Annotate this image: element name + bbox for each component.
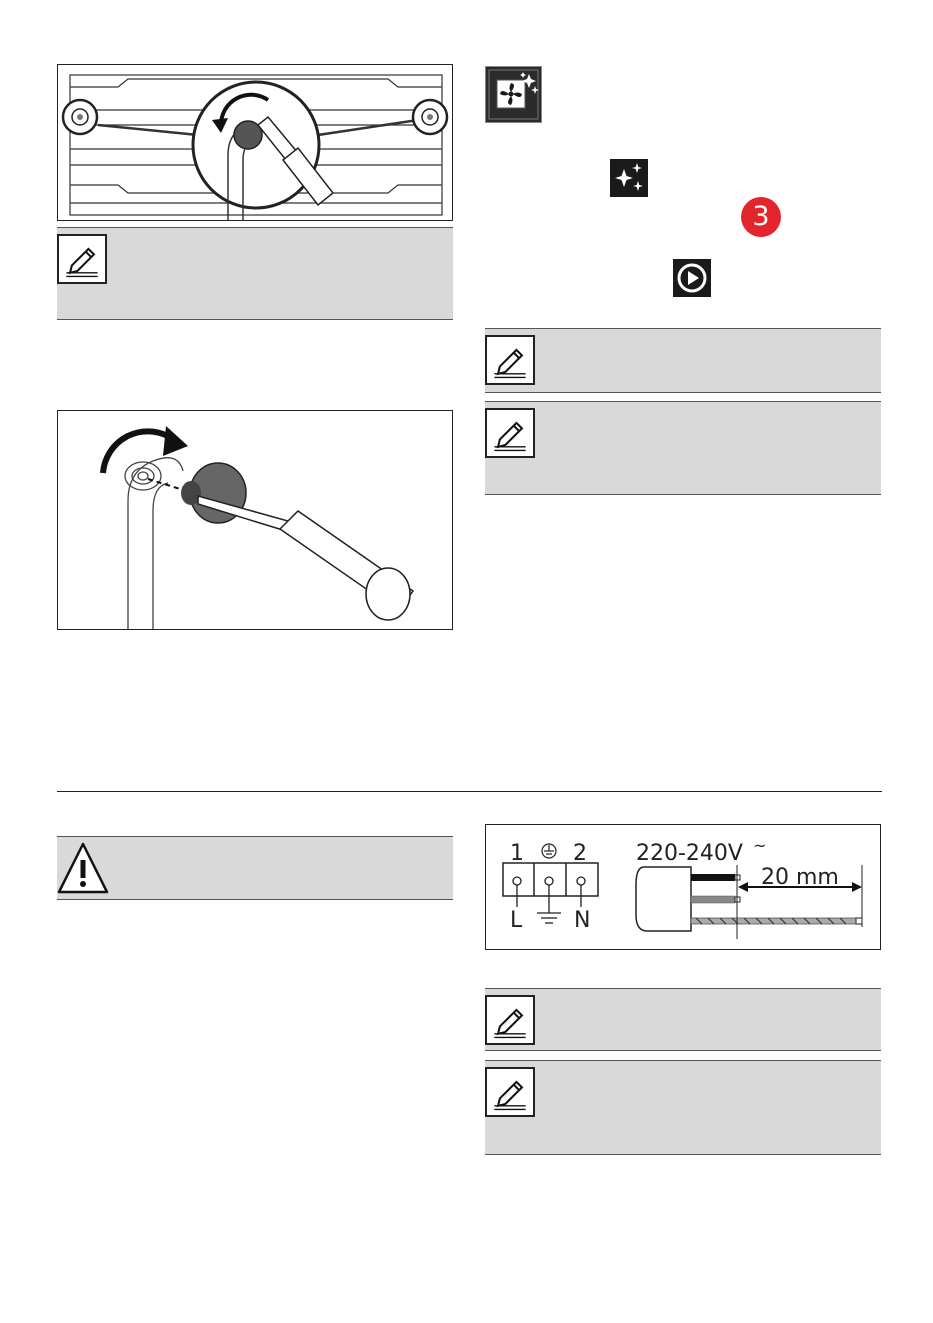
pencil-note-icon [485,408,535,458]
fan-with-sparkles-icon [485,66,542,123]
cable-sheath [636,867,691,931]
wire-neutral [691,896,735,903]
wiring-diagram [485,824,881,950]
ground-symbol-bottom [537,913,561,923]
pencil-note-icon [485,335,535,385]
play-icon [673,259,711,297]
screwdriver-illustration [57,410,453,630]
cable-length-label: 20 mm [761,865,839,890]
warning-box [57,836,453,900]
terminal-1-label: 1 [510,841,524,866]
terminal-2-label: 2 [573,841,587,866]
section-divider [57,791,882,792]
rack-removal-illustration [57,64,453,221]
pencil-note-icon [485,1067,535,1117]
note-box [57,227,453,320]
voltage-suffix: ~ [753,836,767,855]
voltage-label: 220-240V [636,841,743,866]
note-box [485,988,881,1051]
warning-triangle-icon [57,840,109,896]
note-box [485,1060,881,1155]
ground-symbol-top [542,844,556,858]
right-screw-detail [413,100,447,134]
step-badge: 3 [741,197,781,237]
magnified-screw-detail [193,82,333,220]
note-box [485,401,881,495]
screwdriver-drawing [58,411,452,629]
note-box [485,328,881,393]
sparkles-icon [610,159,648,197]
wire-live [691,874,735,881]
pencil-note-icon [57,234,107,284]
wiring-drawing [486,825,880,949]
terminal-N-label: N [574,908,591,933]
pencil-note-icon [485,995,535,1045]
rack-drawing [58,65,452,220]
left-screw-detail [63,100,97,134]
terminal-L-label: L [510,908,523,933]
